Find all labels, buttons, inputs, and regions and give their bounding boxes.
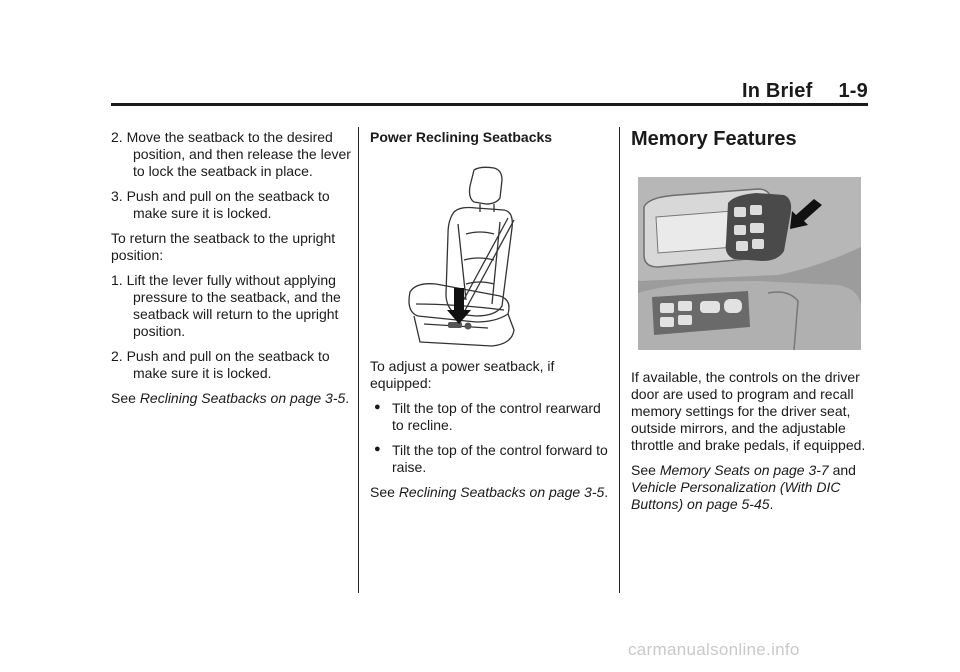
- paragraph: If available, the controls on the driver door are used to program and recall memory settings for the driver seat, outside mirrors, and the adjustable throttle and brake pedals, if equipped.: [631, 369, 866, 453]
- paragraph: To return the seatback to the upright position:: [111, 230, 336, 263]
- column-2: [370, 129, 610, 154]
- list-item: 2. Move the seatback to the desired position, and then release the lever to lock the seatback in place.: [111, 129, 351, 179]
- bullet-icon: ●: [374, 401, 381, 413]
- list-item: 1. Lift the lever fully without applying pressure to the seatback, and the seatback will return to the upright position.: [111, 272, 341, 339]
- column-2-body: [370, 358, 610, 509]
- column-divider-1: [358, 127, 359, 593]
- see-reference: See Reclining Seatbacks on page 3-5.: [111, 390, 350, 406]
- bullet-item: ● Tilt the top of the control rearward to recline.: [374, 400, 601, 433]
- cross-reference-link[interactable]: Reclining Seatbacks on page 3-5: [398, 484, 605, 500]
- watermark: carmanualsonline.info: [628, 640, 800, 659]
- list-item: 3. Push and pull on the seatback to make sure it is locked.: [111, 188, 330, 221]
- memory-buttons-photo: [638, 177, 861, 350]
- cross-reference-link[interactable]: Reclining Seatbacks on page 3-5: [139, 390, 346, 406]
- cross-reference-link[interactable]: Vehicle Personalization (With DIC Buttons) on page 5-45: [631, 479, 841, 512]
- running-header: [742, 80, 868, 103]
- list-item: 2. Push and pull on the seatback to make sure it is locked.: [111, 348, 330, 381]
- power-seat-illustration: [396, 164, 526, 352]
- cross-reference-link[interactable]: Memory Seats on page 3-7: [659, 462, 829, 478]
- see-reference: See Memory Seats on page 3-7 and Vehicle Personalization (With DIC Buttons) on page 5-45.: [631, 462, 856, 512]
- see-reference: See Reclining Seatbacks on page 3-5.: [370, 484, 609, 500]
- column-3-heading: [631, 127, 871, 171]
- column-divider-2: [619, 127, 620, 593]
- subheading: Power Reclining Seatbacks: [370, 129, 553, 145]
- paragraph: To adjust a power seatback, if equipped:: [370, 358, 555, 391]
- page-number: 1-9: [838, 80, 868, 102]
- section-title: In Brief: [741, 80, 813, 102]
- bullet-item: ● Tilt the top of the control forward to raise.: [374, 442, 608, 475]
- header-rule: [111, 103, 868, 106]
- section-heading: Memory Features: [631, 128, 797, 150]
- bullet-icon: ●: [374, 443, 381, 455]
- column-3-body: [631, 369, 871, 521]
- column-1: [111, 129, 351, 415]
